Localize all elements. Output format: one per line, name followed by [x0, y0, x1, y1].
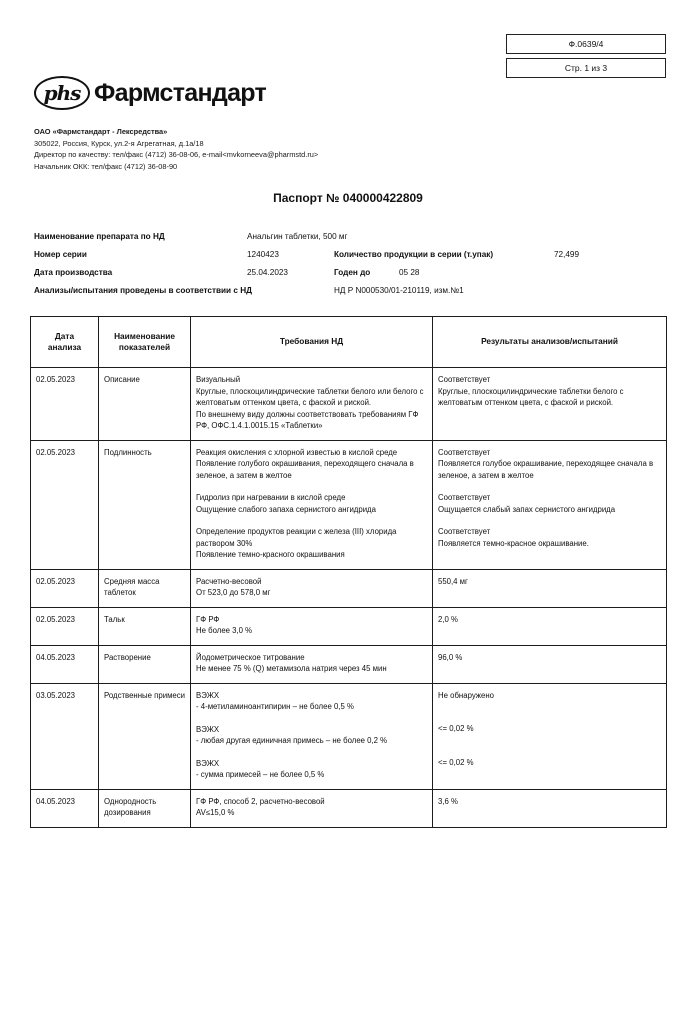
meta-row-nd — [34, 282, 662, 300]
cell-indicator — [99, 789, 191, 827]
page-number: Стр. 1 из 3 — [506, 58, 666, 78]
res-line: <= 0,02 % — [438, 757, 474, 767]
form-code: Ф.0639/4 — [506, 34, 666, 54]
cell-requirements — [191, 368, 433, 441]
page-title: Паспорт № 040000422809 — [273, 191, 423, 205]
req-line: ГФ РФ, способ 2, расчетно-весовой — [196, 796, 325, 806]
col-header-requirements: Требования НД — [191, 317, 433, 368]
company-address: 305022, Россия, Курск, ул.2-я Агрегатная, д.1а/18 — [34, 138, 204, 148]
cell-indicator: Родственные примеси — [99, 683, 191, 789]
analyses-label: Анализы/испытания проведены в соответствии с НД — [34, 286, 252, 295]
req-line: - 4-метиламиноантипирин – не более 0,5 % — [196, 702, 354, 711]
cell-date: 02.05.2023 — [31, 569, 99, 607]
drug-name-label: Наименование препарата по НД — [34, 232, 165, 241]
cell-indicator: Растворение — [99, 645, 191, 683]
form-stamp — [506, 34, 666, 82]
req-line: ВЭЖХ — [196, 724, 220, 734]
res-line: Появляется темно-красное окрашивание. — [438, 538, 589, 548]
cell-requirements — [191, 789, 433, 827]
meta-row-series — [34, 246, 662, 264]
table-row — [31, 789, 667, 827]
req-line: - любая другая единичная примесь – не более 0,2 % — [196, 736, 388, 745]
quantity-value: 72,499 — [554, 250, 580, 259]
cell-results — [433, 368, 667, 441]
cell-indicator: Тальк — [99, 607, 191, 645]
col-header-indicator — [99, 317, 191, 368]
cell-requirements — [191, 683, 433, 789]
cell-requirements — [191, 440, 433, 569]
req-line: Круглые, плоскоцилиндрические таблетки белого или белого с желтоватым оттенком цвета, с фаской и риской. — [196, 386, 424, 407]
col-header-indicator-line2: показателей — [118, 342, 171, 352]
production-date-value: 25.04.2023 — [247, 268, 288, 277]
col-header-date — [31, 317, 99, 368]
req-line: AV≤15,0 % — [196, 808, 235, 817]
req-line: По внешнему виду должны соответствовать требованиям ГФ РФ, ОФС.1.4.1.0015.15 «Таблетки» — [196, 409, 419, 430]
req-line: - сумма примесей – не более 0,5 % — [196, 770, 325, 779]
table-row — [31, 683, 667, 789]
cell-results — [433, 607, 667, 645]
company-info — [34, 126, 318, 172]
cell-indicator — [99, 569, 191, 607]
col-header-date-line2: анализа — [47, 342, 82, 352]
indicator-line: Однородность — [104, 796, 157, 806]
cell-requirements — [191, 645, 433, 683]
req-line: Определение продуктов реакции с железа (III) хлорида раствором 30% — [196, 527, 397, 548]
passport-meta — [34, 228, 662, 300]
res-line: Соответствует — [438, 527, 491, 536]
cell-results — [433, 645, 667, 683]
cell-results — [433, 440, 667, 569]
production-date-label: Дата производства — [34, 268, 113, 277]
cell-date: 04.05.2023 — [31, 645, 99, 683]
res-line: Соответствует — [438, 447, 491, 457]
series-value: 1240423 — [247, 250, 279, 259]
indicator-line: таблеток — [104, 588, 136, 597]
col-header-indicator-line1: Наименование — [114, 330, 175, 341]
req-line: Появление темно-красного окрашивания — [196, 550, 345, 559]
phs-logo-icon: phs — [34, 76, 90, 110]
res-line: Соответствует — [438, 493, 491, 502]
cell-requirements — [191, 569, 433, 607]
res-line: Соответствует — [438, 375, 491, 384]
valid-until-value: 05 28 — [399, 268, 420, 277]
cell-results — [433, 683, 667, 789]
col-header-results: Результаты анализов/испытаний — [433, 317, 667, 368]
indicator-line: Средняя масса — [104, 576, 160, 586]
req-line: Гидролиз при нагревании в кислой среде — [196, 493, 346, 502]
cell-date: 04.05.2023 — [31, 789, 99, 827]
company-legal-name: ОАО «Фармстандарт - Лексредства» — [34, 127, 168, 136]
company-logo — [34, 76, 266, 110]
res-line: Круглые, плоскоцилиндрические таблетки белого с желтоватым оттенком цвета, с фаской и риской. — [438, 386, 624, 407]
req-line: Расчетно-весовой — [196, 576, 262, 586]
nd-value: НД Р N000530/01-210119, изм.№1 — [334, 286, 464, 295]
req-line: ВЭЖХ — [196, 690, 220, 700]
okk-head-contact: Начальник ОКК: тел/факс (4712) 36-08-90 — [34, 161, 178, 171]
cell-indicator: Описание — [99, 368, 191, 441]
res-line: <= 0,02 % — [438, 724, 474, 733]
valid-until-label: Годен до — [334, 268, 371, 277]
table-row — [31, 440, 667, 569]
res-line: 550,4 мг — [438, 576, 468, 586]
req-line: Появление голубого окрашивания, переходящего сначала в зеленое, а затем в желтое — [196, 459, 414, 480]
cell-date: 02.05.2023 — [31, 368, 99, 441]
res-line: 96,0 % — [438, 652, 463, 662]
req-line: Реакция окисления с хлорной известью в кислой среде — [196, 447, 398, 457]
req-line: Визуальный — [196, 375, 241, 384]
cell-requirements — [191, 607, 433, 645]
cell-results — [433, 789, 667, 827]
drug-name-value: Анальгин таблетки, 500 мг — [247, 232, 348, 241]
res-line: Ощущается слабый запах сернистого ангидрида — [438, 504, 616, 514]
cell-date: 03.05.2023 — [31, 683, 99, 789]
meta-row-production-date — [34, 264, 662, 282]
req-line: ВЭЖХ — [196, 758, 220, 768]
req-line: Не более 3,0 % — [196, 626, 253, 635]
series-label: Номер серии — [34, 250, 87, 259]
indicator-line: дозирования — [104, 808, 151, 817]
col-header-date-line1: Дата — [54, 330, 75, 341]
quantity-label: Количество продукции в серии (т.упак) — [334, 250, 494, 259]
res-line: Не обнаружено — [438, 690, 495, 700]
table-row — [31, 607, 667, 645]
meta-row-drug-name — [34, 228, 662, 246]
cell-date: 02.05.2023 — [31, 440, 99, 569]
table-header-row — [31, 317, 667, 368]
res-line: 2,0 % — [438, 614, 458, 624]
req-line: Йодометрическое титрование — [196, 652, 305, 662]
req-line: Ощущение слабого запаха сернистого ангидрида — [196, 504, 376, 514]
req-line: От 523,0 до 578,0 мг — [196, 588, 271, 597]
table-row — [31, 569, 667, 607]
analysis-table — [30, 316, 667, 828]
table-row — [31, 368, 667, 441]
res-line: Появляется голубое окрашивание, переходящее сначала в зеленое, а затем в желтое — [438, 459, 654, 480]
req-line: Не менее 75 % (Q) метамизола натрия через 45 мин — [196, 664, 387, 673]
brand-name: Фармстандарт — [94, 78, 267, 107]
table-row — [31, 645, 667, 683]
cell-date: 02.05.2023 — [31, 607, 99, 645]
quality-director-contact: Директор по качеству: тел/факс (4712) 36-08-06, e-mail<mvkorneeva@pharmstd.ru> — [34, 150, 319, 159]
res-line: 3,6 % — [438, 796, 458, 806]
cell-results — [433, 569, 667, 607]
cell-indicator: Подлинность — [99, 440, 191, 569]
req-line: ГФ РФ — [196, 614, 220, 624]
